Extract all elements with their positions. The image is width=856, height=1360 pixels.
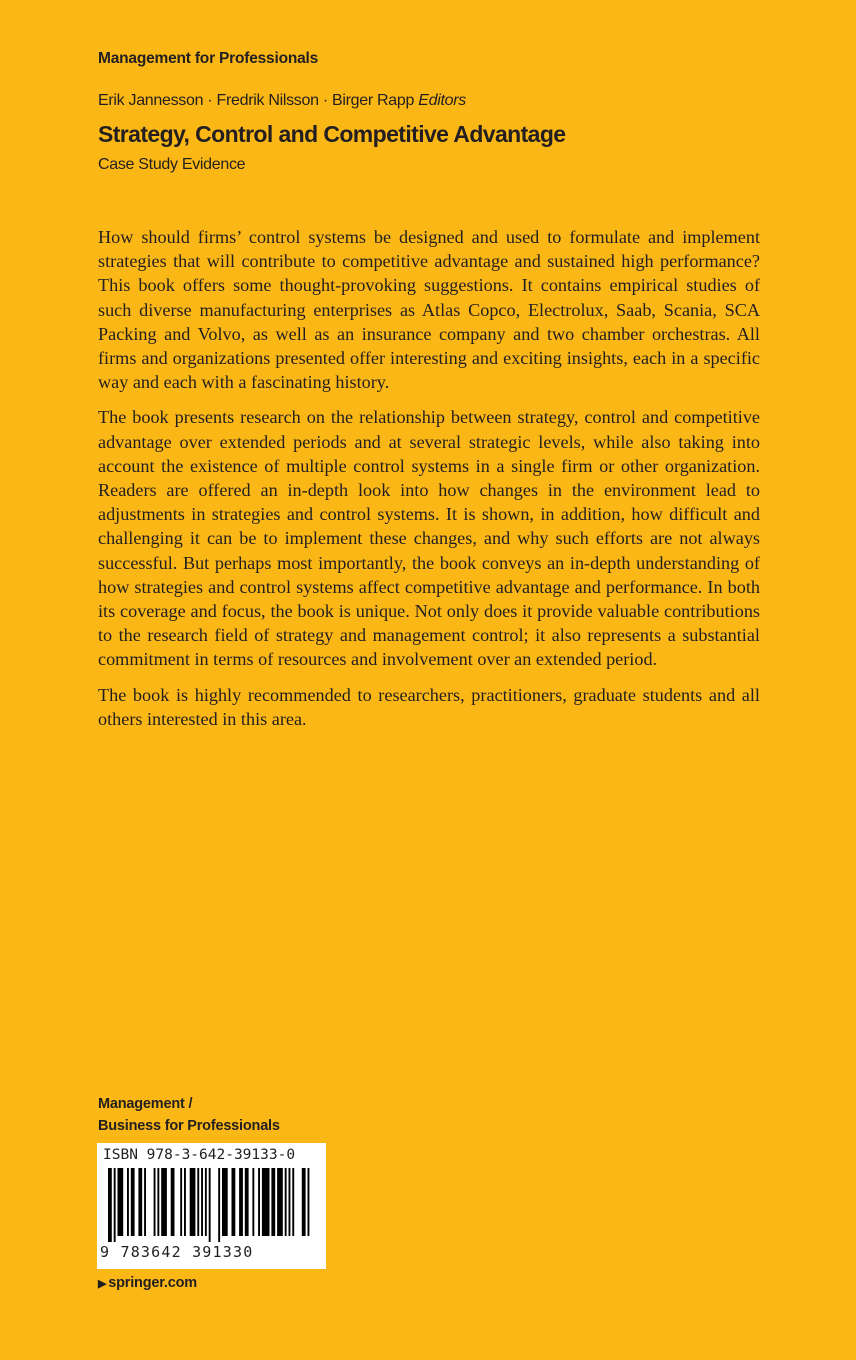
barcode-bar [114,1168,116,1242]
barcode-bar [262,1168,270,1236]
editors-role: Editors [418,92,466,109]
category-line-1: Management / [98,1096,193,1112]
barcode-bar [285,1168,287,1236]
barcode-bar [258,1168,260,1236]
barcode-bar [292,1168,294,1236]
barcode-bar [154,1168,156,1236]
book-title: Strategy, Control and Competitive Advantage [98,121,566,147]
barcode-bar [277,1168,283,1236]
blurb-paragraph-3: The book is highly recommended to researchers, practitioners, graduate students and all others interested in this area. [98,684,760,729]
barcode-bar [218,1168,220,1242]
barcode-bar [127,1168,129,1236]
barcode-bar [245,1168,249,1236]
category-line-2: Business for Professionals [98,1118,280,1134]
barcode-bar [184,1168,186,1236]
barcode-bar [302,1168,306,1236]
barcode-bar [239,1168,243,1236]
barcode-bar [201,1168,203,1236]
barcode-bar [118,1168,124,1236]
barcode-bar [180,1168,182,1236]
barcode-bar [289,1168,291,1236]
blurb-paragraph-2: The book presents research on the relationship between strategy, control and competitive advantage over extended periods and at several strategic levels, while also taking into account the existence of multiple control systems in a single firm or other organization. Readers are offered an in-depth look into how changes in the environment lead to adjustments in strategies and control systems. It is shown, in addition, how difficult and challenging it can be to implement these changes, and why such efforts are not always successful. But perhaps most importantly, the book conveys an in-depth understanding of how strategies and control systems affect competitive advantage and performance. In both its coverage and focus, the book is unique. Not only does it provide valuable contributions to the research field of strategy and management control; it also represents a substantial commitment in terms of resources and involvement over an extended period. [98,407,760,670]
barcode-bar [144,1168,146,1236]
barcode-bar [209,1168,211,1242]
arrow-icon: ▶ [98,1278,107,1290]
barcode-bar [131,1168,135,1236]
blurb [98,225,760,742]
barcode-bar [171,1168,175,1236]
editors-line [98,92,466,110]
isbn-barcode [97,1143,326,1269]
barcode-bar [138,1168,142,1236]
publisher-url: springer.com [108,1275,197,1291]
barcode-bars [106,1168,317,1242]
barcode-bar [108,1168,112,1242]
barcode-bar [205,1168,207,1236]
barcode-bar [190,1168,196,1236]
barcode-bar [232,1168,236,1236]
book-subtitle: Case Study Evidence [98,156,246,173]
subject-category [98,1093,280,1137]
blurb-paragraph-1: How should firms’ control systems be designed and used to formulate and implement strategies that will contribute to competitive advantage and sustained high performance? This book offers some thought-provoking suggestions. It contains empirical studies of such diverse manufacturing enterprises as Atlas Copco, Electrolux, Saab, Scania, SCA Packing and Volvo, as well as an insurance company and two chamber orchestras. All firms and organizations presented offer interesting and exciting insights, each in a specific way and each with a fascinating history. [98,227,760,393]
series-name: Management for Professionals [98,50,319,67]
publisher-link[interactable] [98,1275,197,1291]
isbn-label: ISBN 978-3-642-39133-0 [103,1147,296,1163]
barcode-bar [161,1168,167,1236]
barcode-bar [308,1168,310,1236]
barcode-bar [252,1168,254,1236]
barcode-bar [197,1168,199,1236]
barcode-bar [271,1168,275,1236]
editor-names: Erik Jannesson · Fredrik Nilsson · Birger Rapp [98,92,415,109]
barcode-bar [157,1168,159,1236]
barcode-bar [222,1168,228,1236]
barcode-digits: 9 783642 391330 [100,1243,254,1261]
